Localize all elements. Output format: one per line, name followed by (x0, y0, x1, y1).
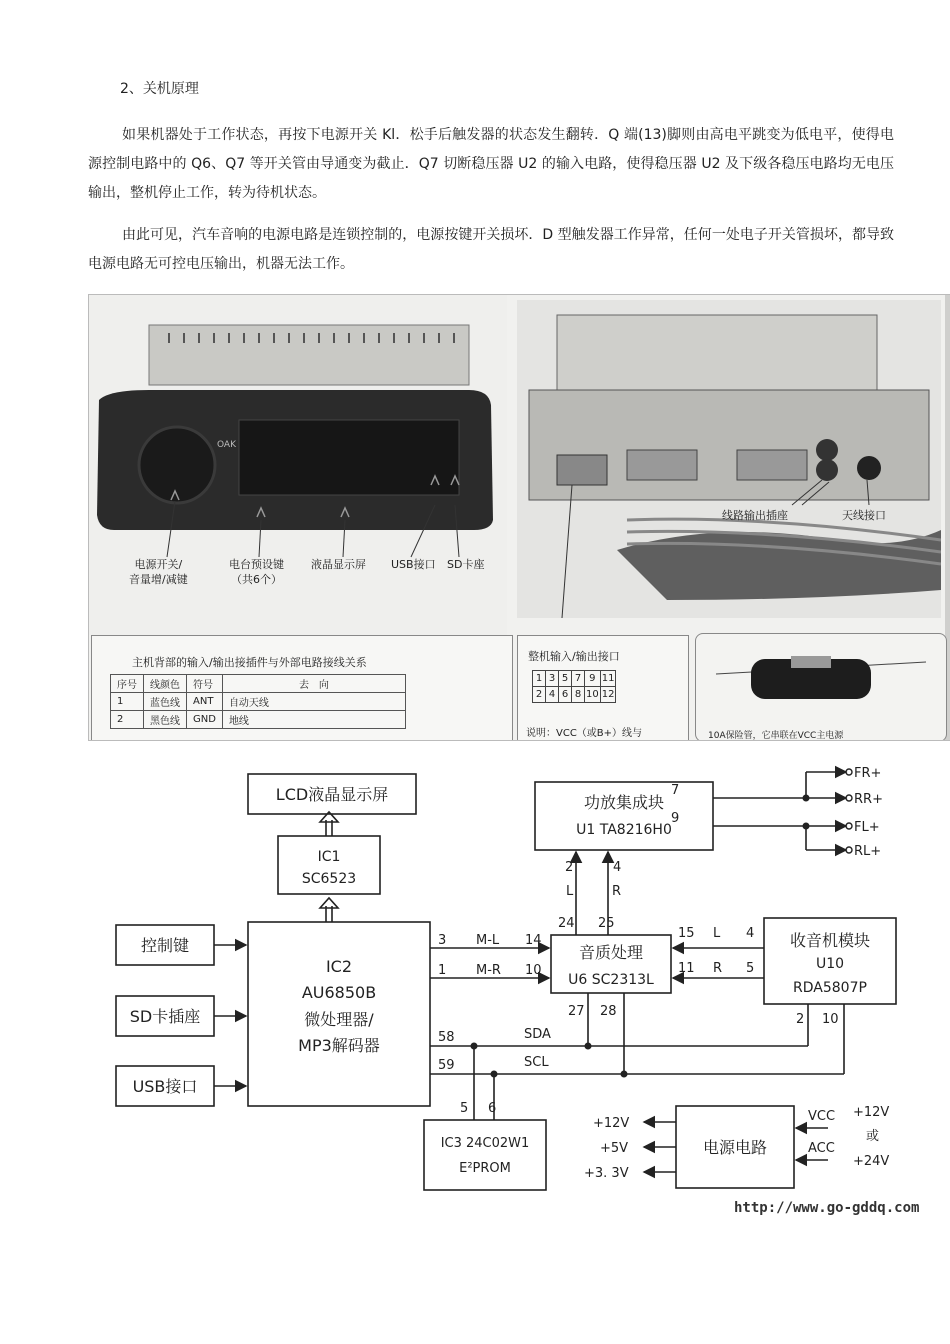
table-header: 序号 (111, 675, 144, 693)
output-rl: RL+ (854, 844, 882, 859)
label-power-switch: 电源开关/ 音量增/减键 (129, 558, 188, 586)
pin-cell: 5 (559, 671, 572, 687)
brand-logo: OAK (217, 440, 236, 450)
input-12v: +12V (853, 1105, 890, 1120)
ic2-desc-2: MP3解码器 (298, 1036, 380, 1055)
table-cell: 地线 (222, 711, 405, 729)
table-cell: ANT (187, 693, 223, 711)
label-usb: USB接口 (391, 558, 436, 571)
tone-part: U6 SC2313L (568, 972, 654, 988)
control-keys-label: 控制键 (140, 936, 190, 955)
pin-label: 6 (488, 1101, 497, 1116)
table-header-row (111, 675, 406, 693)
paragraph-2: 由此可见，汽车音响的电源电路是连锁控制的，电源按键开关损坏．D 型触发器工作异常，任何一处电子开关管损坏，都导致电源电路无可控电压输出，机器无法工作。 (88, 227, 894, 272)
wiring-table-panel (91, 635, 513, 741)
pin-label: 1 (438, 963, 447, 978)
or-label: 或 (866, 1129, 880, 1144)
pin-cell: 8 (572, 687, 585, 703)
rear-panel-photo (517, 300, 941, 618)
front-panel-photo (89, 295, 507, 635)
output-rr: RR+ (854, 792, 883, 807)
tone-label: 音质处理 (578, 943, 644, 962)
pin-label: 58 (438, 1030, 455, 1045)
radio-part: RDA5807P (793, 980, 867, 996)
table-cell: GND (187, 711, 223, 729)
pin-label: 3 (438, 933, 447, 948)
eeprom-label: E²PROM (459, 1161, 511, 1176)
wiring-table (110, 674, 406, 729)
signal-label: L (713, 926, 721, 941)
pin-label: 59 (438, 1058, 455, 1073)
scl-label: SCL (524, 1055, 549, 1070)
acc-label: ACC (808, 1141, 835, 1156)
pin-label: 24 (558, 916, 575, 931)
ic1-label: IC1 (317, 849, 341, 865)
table-header: 符号 (187, 675, 223, 693)
io-connector-panel (517, 635, 689, 741)
signal-label: R (612, 884, 622, 899)
voltage-5v: +5V (600, 1141, 629, 1156)
pin-label: 5 (746, 961, 755, 976)
pin-cell: 12 (600, 687, 616, 703)
amp-label: 功放集成块 (583, 793, 665, 812)
power-label: 电源电路 (702, 1138, 768, 1157)
pin-cell: 2 (533, 687, 546, 703)
pin-label: 4 (613, 860, 622, 875)
pin-label: 7 (671, 783, 680, 798)
fuse-note: 10A保险管，它串联在VCC主电源 (708, 731, 844, 741)
pin-label: 11 (678, 961, 695, 976)
pin-label: 10 (525, 963, 542, 978)
voltage-12v: +12V (593, 1116, 630, 1131)
table-cell: 黑色线 (144, 711, 187, 729)
table-cell: 1 (111, 693, 144, 711)
pin-cell: 10 (585, 687, 601, 703)
table-cell: 自动天线 (222, 693, 405, 711)
label-sd: SD卡座 (447, 558, 485, 571)
eeprom-part: IC3 24C02W1 (440, 1136, 530, 1151)
pin-label: 14 (525, 933, 542, 948)
wiring-table-title: 主机背部的输入/输出接插件与外部电路接线关系 (132, 656, 367, 669)
io-note: 说明：VCC（或B+）线与 (526, 728, 643, 739)
radio-label: 收音机模块 (789, 931, 871, 950)
pin-label: 15 (678, 926, 695, 941)
fuse-panel (695, 633, 947, 741)
sd-socket-label: SD卡插座 (129, 1007, 201, 1026)
fuse-illustration (696, 634, 946, 724)
pin-label: 10 (822, 1012, 839, 1027)
pin-label: 9 (671, 811, 680, 826)
pin-label: 2 (796, 1012, 805, 1027)
input-24v: +24V (853, 1154, 890, 1169)
ic2-part: AU6850B (301, 983, 377, 1002)
label-antenna: 天线接口 (842, 509, 886, 522)
label-lcd: 液晶显示屏 (311, 558, 366, 571)
pin-label: 28 (600, 1004, 617, 1019)
eeprom-box (424, 1120, 546, 1190)
ic1-part: SC6523 (301, 871, 357, 887)
table-cell: 蓝色线 (144, 693, 187, 711)
voltage-3v3: +3. 3V (584, 1166, 629, 1181)
pin-label: 25 (598, 916, 615, 931)
pin-cell: 4 (546, 687, 559, 703)
pin-cell: 3 (546, 671, 559, 687)
pin-cell: 7 (572, 671, 585, 687)
pin-label: 5 (460, 1101, 469, 1116)
block-diagram (88, 740, 928, 1210)
section-heading: 2、关机原理 (120, 81, 199, 97)
output-fr: FR+ (854, 766, 882, 781)
signal-label: L (566, 884, 574, 899)
vcc-label: VCC (808, 1109, 836, 1124)
pin-cell: 9 (585, 671, 601, 687)
amp-part: U1 TA8216H0 (576, 822, 672, 838)
pin-cell: 11 (600, 671, 616, 687)
output-fl: FL+ (854, 820, 880, 835)
table-cell: 2 (111, 711, 144, 729)
sda-label: SDA (524, 1027, 551, 1042)
pin-label: 27 (568, 1004, 585, 1019)
pin-grid (532, 670, 616, 703)
io-title: 整机输入/输出接口 (528, 650, 620, 663)
radio-u10: U10 (815, 956, 845, 972)
watermark-url: http://www.go-gddq.com (734, 1200, 920, 1216)
signal-label: M-L (476, 933, 500, 948)
lcd-label: LCD液晶显示屏 (275, 785, 389, 804)
label-preset-keys: 电台预设键 （共6个） (229, 558, 284, 586)
table-header: 去 向 (222, 675, 405, 693)
signal-label: R (713, 961, 723, 976)
table-header: 线颜色 (144, 675, 187, 693)
pin-label: 2 (565, 860, 574, 875)
label-line-out: 线路输出插座 (722, 509, 788, 522)
ic2-desc-1: 微处理器/ (304, 1010, 374, 1029)
paragraph-1: 如果机器处于工作状态，再按下电源开关 Kl．松手后触发器的状态发生翻转．Q 端(13)脚则由高电平跳变为低电平，使得电源控制电路中的 Q6、Q7 等开关管由导通变为截止．Q7 切断稳压器 U2 的输入电路，使得稳压器 U2 及下级各稳压电路均无电压输出，整机停止工作，转为待机状态。 (88, 127, 894, 201)
table-row (111, 693, 406, 711)
ic2-label: IC2 (325, 957, 353, 976)
usb-port-label: USB接口 (132, 1077, 198, 1096)
product-photo (88, 294, 950, 741)
pin-cell: 1 (533, 671, 546, 687)
pin-label: 4 (746, 926, 755, 941)
pin-cell: 6 (559, 687, 572, 703)
table-row (111, 711, 406, 729)
car-radio-rear-illustration (517, 300, 941, 618)
signal-label: M-R (476, 963, 501, 978)
